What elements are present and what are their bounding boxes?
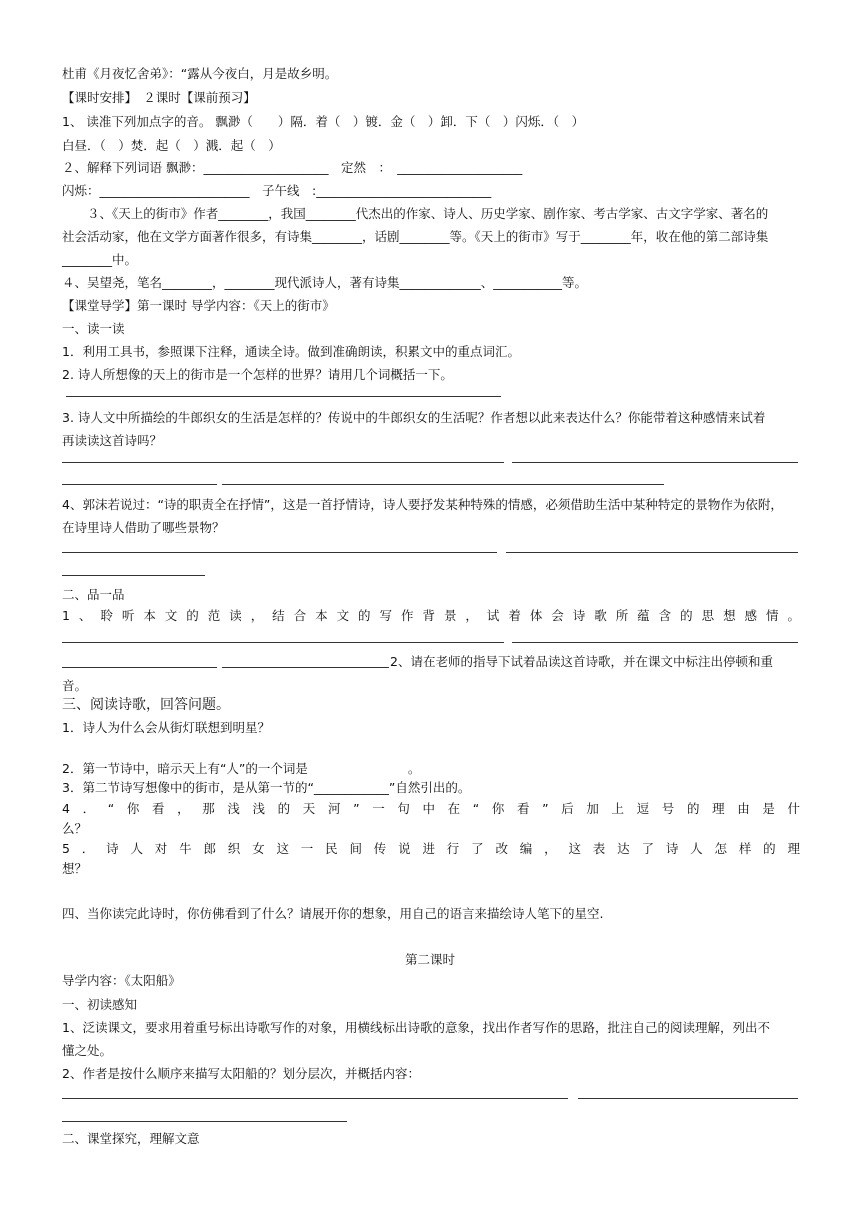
read-q2: 2. 诗人所想像的天上的街市是一个怎样的世界？请用几个词概括一下。 xyxy=(62,367,453,382)
savor-q2-continued: 音。 xyxy=(62,678,88,693)
read-q1: 1．利用工具书，参照课下注释，通读全诗。做到准确朗读，积累文中的重点词汇。 xyxy=(62,344,520,359)
first-reading-heading: 一、初读感知 xyxy=(62,997,138,1012)
answer-q4: 4．“你看，那浅浅的天河”一句中在“你看”后加上逗号的理由是什 xyxy=(62,801,800,816)
preview-q3-continued: 社会活动家，他在文学方面著作很多，有诗集________，话剧________等。《天上的街市》写于________年，收在他的第二部诗集 xyxy=(62,229,769,244)
preview-q4-author: ４、吴望尧，笔名________，________现代派诗人，著有诗集_____________、___________等。 xyxy=(62,275,588,290)
answer-line[interactable] xyxy=(62,575,205,576)
answer-line[interactable] xyxy=(222,484,664,485)
answer-line[interactable] xyxy=(512,642,798,643)
answer-line[interactable] xyxy=(62,642,504,643)
savor-q1: 1、聆听本文的范读，结合本文的写作背景，试着体会诗歌所蕴含的思想感情。 xyxy=(62,608,800,623)
savor-q2: 2、请在老师的指导下试着品读这首诗歌，并在课文中标注出停顿和重 xyxy=(390,654,773,669)
read-q4-continued: 在诗里诗人借助了哪些景物？ xyxy=(62,520,225,535)
answer-line[interactable] xyxy=(62,552,497,553)
answer-q4-continued: 么？ xyxy=(62,821,88,836)
first-reading-q1: 1、泛读课文，要求用着重号标出诗歌写作的对象，用横线标出诗歌的意象，找出作者写作的思路，批注自己的阅读理解，列出不 xyxy=(62,1020,770,1035)
first-reading-q1-continued: 懂之处。 xyxy=(62,1043,113,1058)
read-q3: 3. 诗人文中所描绘的牛郎织女的生活是怎样的？传说中的牛郎织女的生活呢？作者想以此来表达什么？你能带着这种感情来试着 xyxy=(62,410,766,425)
read-q3-continued: 再读读这首诗吗？ xyxy=(62,433,163,448)
imagine-question: 四、当你读完此诗时，你仿佛看到了什么？请展开你的想象，用自己的语言来描绘诗人笔下的星空. xyxy=(62,906,604,921)
second-lesson-guide: 导学内容：《太阳船》 xyxy=(62,973,181,988)
preview-q2-continued: 闪烁：________________________ 子午线 :____________________________ xyxy=(62,183,492,198)
answer-line[interactable] xyxy=(62,1121,347,1122)
answer-line[interactable] xyxy=(62,667,217,668)
second-lesson-title: 第二课时 xyxy=(404,952,455,967)
section-read-heading: 一、读一读 xyxy=(62,321,125,336)
answer-q3: 3．第二节诗写想像中的街市，是从第一节的“____________”自然引出的。 xyxy=(62,780,471,795)
preview-q3-author: ３、《天上的街市》作者________，我国________代杰出的作家、诗人、历史学家、剧作家、考古学家、古文字学家、著名的 xyxy=(62,206,769,221)
answer-q5: 5．诗人对牛郎织女这一民间传说进行了改编，这表达了诗人怎样的理 xyxy=(62,841,800,856)
answer-line[interactable] xyxy=(62,1098,568,1099)
answer-line[interactable] xyxy=(62,462,504,463)
answer-line[interactable] xyxy=(512,462,798,463)
schedule-heading: 【课时安排】 ２课时【课前预习】 xyxy=(62,90,256,105)
answer-line[interactable] xyxy=(506,552,798,553)
read-q4: 4、郭沫若说过：“诗的职责全在抒情”，这是一首抒情诗，诗人要抒发某种特殊的情感，必须借助生活中某种特定的景物作为依附， xyxy=(62,497,783,512)
answer-line[interactable] xyxy=(222,667,389,668)
inquiry-heading: 二、课堂探究，理解文意 xyxy=(62,1131,200,1146)
class-guide-heading: 【课堂导学】第一课时 导学内容：《天上的街市》 xyxy=(62,298,335,313)
section-savor-heading: 二、品一品 xyxy=(62,587,125,602)
preview-q1-continued: 白昼．（ ）焚．起（ ）溅．起（ ） xyxy=(62,138,281,153)
answer-line[interactable] xyxy=(578,1098,798,1099)
section-answer-heading: 三、阅读诗歌，回答问题。 xyxy=(62,697,230,713)
answer-line[interactable] xyxy=(66,396,501,397)
poem-quote-line: 杜甫《月夜忆舍弟》：“露从今夜白，月是故乡明。 xyxy=(62,66,338,81)
preview-q3-end: ________中。 xyxy=(62,252,138,267)
first-reading-q2: 2、作者是按什么顺序来描写太阳船的？划分层次，并概括内容： xyxy=(62,1066,420,1081)
preview-q2-definitions: ２、解释下列词语 飘渺：____________________ 定然 ： ____________________ xyxy=(62,160,523,175)
answer-line[interactable] xyxy=(62,484,217,485)
preview-q1-pronunciation: 1、 读准下列加点字的音。 飘渺（ ）隔．着（ ）镀．金（ ）卸．下（ ）闪烁．（ ） xyxy=(62,114,585,129)
answer-q5-continued: 想？ xyxy=(62,861,88,876)
answer-q1: 1．诗人为什么会从街灯联想到明星？ xyxy=(62,720,270,735)
answer-q2: 2．第一节诗中，暗示天上有“人”的一个词是 。 xyxy=(62,761,421,776)
